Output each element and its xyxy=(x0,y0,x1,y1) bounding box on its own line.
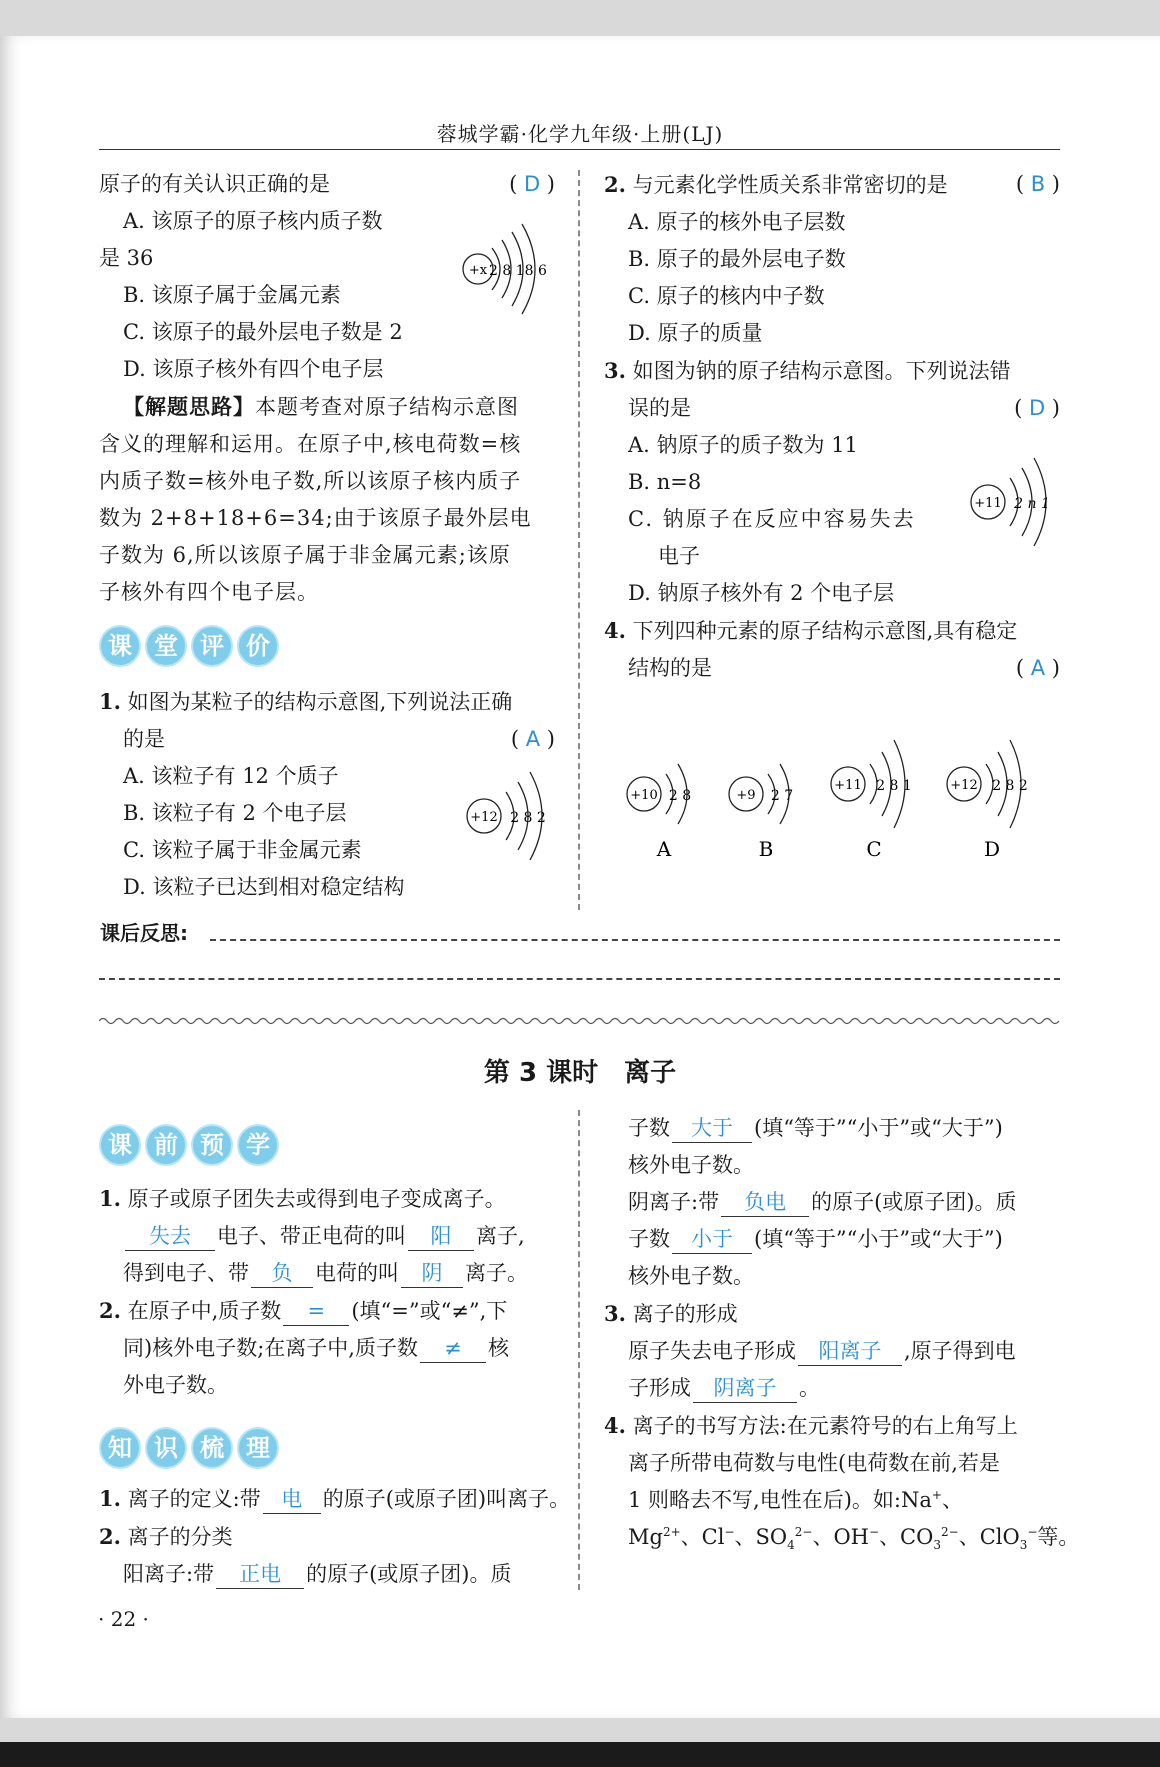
q3-line xyxy=(604,352,1060,390)
analysis-line-4: 数为 2+8+18+6=34;由于该原子最外层电 xyxy=(99,506,532,530)
shell-electrons: 2 n 1 xyxy=(1014,496,1050,512)
answer-paren: ( A ) xyxy=(1015,656,1060,680)
question-text: 的原子(或原子团)。质 xyxy=(306,1562,512,1586)
question-text: 的是 xyxy=(123,727,165,751)
pv-q1-line3 xyxy=(99,1255,559,1292)
badge-char: 课 xyxy=(99,625,141,667)
question-text: 在原子中,质子数 xyxy=(127,1299,282,1323)
question-text: 的原子(或原子团)叫离子。 xyxy=(322,1487,571,1511)
fill-blank[interactable]: 大于 xyxy=(672,1114,752,1143)
atom-diagram-na xyxy=(962,448,1062,556)
diagram-a xyxy=(627,764,691,861)
nucleus-label: +11 xyxy=(834,778,862,793)
pv-q2-line1 xyxy=(99,1292,559,1330)
q3-line2 xyxy=(604,390,1060,427)
nucleus-label: +12 xyxy=(470,810,498,825)
rb-line-4 xyxy=(604,1221,1064,1258)
ion-symbol: 、Cl xyxy=(680,1525,725,1549)
option-a: A. 钠原子的质子数为 11 xyxy=(628,433,858,457)
badge-char: 课 xyxy=(99,1124,141,1166)
option-b: B. 原子的最外层电子数 xyxy=(628,247,846,271)
wavy-divider xyxy=(99,1016,1060,1026)
question-number: 4. xyxy=(604,1413,626,1438)
pv-q2-line3: 外电子数。 xyxy=(123,1373,228,1397)
reflection-line-1[interactable] xyxy=(210,939,1060,941)
answer-value: A xyxy=(1030,656,1046,680)
diagram-label: B xyxy=(758,837,774,861)
lesson-title: 第 3 课时 离子 xyxy=(483,1058,677,1088)
question-text: 得到电子、带 xyxy=(123,1261,249,1285)
badge-char: 前 xyxy=(145,1124,187,1166)
fill-blank[interactable]: 失去 xyxy=(125,1222,215,1251)
question-text: 核 xyxy=(487,1336,509,1360)
fill-blank[interactable]: ≠ xyxy=(420,1334,486,1363)
option-c: C. 该粒子属于非金属元素 xyxy=(123,838,362,862)
option-d: D. 原子的质量 xyxy=(628,321,763,345)
nucleus-label: +12 xyxy=(950,778,978,793)
rb-k4-line2: 离子所带电荷数与电性(电荷数在前,若是 xyxy=(628,1451,1000,1475)
badge-char: 堂 xyxy=(145,625,187,667)
answer-value: B xyxy=(1030,172,1046,196)
charge-sup: 2+ xyxy=(662,1525,681,1539)
reflection-line-2[interactable] xyxy=(99,978,1060,980)
question-text: 下列四种元素的原子结构示意图,具有稳定 xyxy=(632,619,1018,643)
ce-q1-line xyxy=(99,683,555,721)
right-top-column xyxy=(604,166,1060,687)
ion-symbol: 、OH xyxy=(812,1525,869,1549)
badge-char: 评 xyxy=(191,625,233,667)
fill-blank[interactable]: 负 xyxy=(251,1259,313,1288)
shell-electrons: 2 7 xyxy=(770,788,794,804)
diagram-label: C xyxy=(866,837,882,861)
subscript: 3 xyxy=(1019,1538,1028,1553)
subscript: 4 xyxy=(787,1538,795,1553)
rb-line-3 xyxy=(604,1184,1064,1221)
question-number: 3. xyxy=(604,358,626,383)
question-number: 4. xyxy=(604,618,626,643)
question-text: 子数 xyxy=(628,1116,670,1140)
charge-sup: 2− xyxy=(941,1525,959,1539)
option-b: B. 该原子属于金属元素 xyxy=(123,283,341,307)
badge-char: 理 xyxy=(237,1427,279,1469)
question-text: (填“=”或“≠”,下 xyxy=(351,1299,508,1323)
question-text: 同)核外电子数;在离子中,质子数 xyxy=(123,1336,418,1360)
diagram-label: A xyxy=(656,837,672,861)
option-c: C. 该原子的最外层电子数是 2 xyxy=(123,320,403,344)
question-text: 原子失去电子形成 xyxy=(628,1339,796,1363)
atom-diagram-x xyxy=(458,204,558,320)
ion-symbol: 、CO xyxy=(879,1525,934,1549)
charge-sup: − xyxy=(1027,1525,1038,1539)
option-d: D. 该粒子已达到相对稳定结构 xyxy=(123,875,405,899)
bottom-band xyxy=(0,1742,1160,1767)
question-text: 子数 xyxy=(628,1227,670,1251)
rb-k4-line1 xyxy=(604,1407,1064,1445)
question-text: 离子的形成 xyxy=(632,1302,738,1326)
question-text: 如图为钠的原子结构示意图。下列说法错 xyxy=(632,359,1011,383)
question-text: ,原子得到电 xyxy=(904,1339,1016,1363)
subscript: 3 xyxy=(933,1538,941,1553)
pv-q1-line1 xyxy=(99,1180,559,1218)
question-text: 1 则略去不写,电性在后)。如:Na xyxy=(628,1488,932,1512)
question-text: 离子的书写方法:在元素符号的右上角写上 xyxy=(632,1414,1018,1438)
option-a: A. 该粒子有 12 个质子 xyxy=(123,764,339,788)
q-intro-line xyxy=(99,166,555,203)
rb-line-2: 核外电子数。 xyxy=(628,1153,754,1177)
rb-line-1 xyxy=(604,1110,1064,1147)
fill-blank[interactable]: 阴 xyxy=(401,1259,463,1288)
question-number: 1. xyxy=(99,1186,121,1211)
diagram-c xyxy=(831,740,912,861)
option-a: A. 原子的核外电子层数 xyxy=(628,210,846,234)
option-b: B. 该粒子有 2 个电子层 xyxy=(123,801,347,825)
analysis-line-1 xyxy=(99,388,555,426)
badge-char: 知 xyxy=(99,1427,141,1469)
option-d: D. 钠原子核外有 2 个电子层 xyxy=(628,581,895,605)
question-text: 与元素化学性质关系非常密切的是 xyxy=(632,173,948,197)
question-text: 的原子(或原子团)。质 xyxy=(811,1190,1017,1214)
nucleus-label: +11 xyxy=(974,496,1002,511)
question-text: 、 xyxy=(941,1488,963,1512)
rb-k3-line1 xyxy=(604,1295,1064,1333)
page-number: · 22 · xyxy=(98,1607,149,1631)
badge-char: 梳 xyxy=(191,1427,233,1469)
question-text: 结构的是 xyxy=(628,656,712,680)
atom-diagram-12 xyxy=(460,762,560,870)
answer-paren: ( B ) xyxy=(1015,172,1060,196)
option-a-cont: 是 36 xyxy=(99,246,154,270)
shell-electrons: 2 8 1 xyxy=(876,778,912,794)
badge-preview xyxy=(99,1124,279,1166)
rb-k4-line4 xyxy=(604,1519,1080,1556)
running-header: 蓉城学霸·化学九年级·上册(LJ) xyxy=(436,122,724,146)
badge-char: 预 xyxy=(191,1124,233,1166)
pv-q2-line2 xyxy=(99,1330,559,1367)
rb-k3-line3 xyxy=(604,1370,1064,1407)
question-text: (填“等于”“小于”或“大于”) xyxy=(754,1116,1003,1140)
answer-value: D xyxy=(1028,396,1046,420)
option-d: D. 该原子核外有四个电子层 xyxy=(123,357,384,381)
shell-electrons: 2 8 2 xyxy=(992,778,1028,794)
diagram-d xyxy=(947,740,1028,861)
option-c-cont: 电子 xyxy=(658,544,700,568)
answer-paren: ( D ) xyxy=(1014,396,1060,420)
answer-paren: ( D ) xyxy=(509,172,555,196)
fill-blank[interactable]: 阳离子 xyxy=(798,1337,902,1366)
question-text: 。 xyxy=(799,1376,820,1400)
rb-k3-line2 xyxy=(604,1333,1064,1370)
charge-sup: − xyxy=(724,1525,735,1539)
shell-electrons: 2 8 2 xyxy=(510,810,546,826)
fill-blank[interactable]: 电 xyxy=(263,1485,321,1514)
analysis-line-3: 内质子数=核外电子数,所以该原子核内质子 xyxy=(99,469,522,493)
ion-symbol: Mg xyxy=(628,1525,663,1549)
option-c: C. 原子的核内中子数 xyxy=(628,284,825,308)
option-c: C. 钠原子在反应中容易失去 xyxy=(628,507,916,531)
analysis-text: 本题考查对原子结构示意图 xyxy=(255,395,519,419)
rb-line-5: 核外电子数。 xyxy=(628,1264,754,1288)
ion-symbol: 、ClO xyxy=(958,1525,1020,1549)
rb-k4-line3 xyxy=(604,1482,1064,1519)
diagram-b xyxy=(729,764,793,861)
pv-q1-line2 xyxy=(99,1218,559,1255)
fill-blank[interactable]: 阴离子 xyxy=(693,1374,797,1403)
fill-blank[interactable]: 正电 xyxy=(216,1560,304,1589)
badge-char: 学 xyxy=(237,1124,279,1166)
kn-2-line2 xyxy=(99,1556,569,1593)
analysis-line-2: 含义的理解和运用。在原子中,核电荷数=核 xyxy=(99,432,522,456)
q4-line xyxy=(604,612,1060,650)
preview-column xyxy=(99,1180,559,1404)
question-text: 电荷的叫 xyxy=(315,1261,399,1285)
right-bottom-column xyxy=(604,1110,1080,1556)
kn-2-line xyxy=(99,1518,569,1556)
fill-blank[interactable]: 负电 xyxy=(721,1188,809,1217)
q2-line xyxy=(604,166,1060,204)
charge-sup: + xyxy=(931,1488,942,1502)
answer-value: D xyxy=(523,172,541,196)
question-text: 离子的分类 xyxy=(127,1525,233,1549)
answer-value: A xyxy=(525,727,541,751)
question-number: 2. xyxy=(99,1524,121,1549)
question-number: 1. xyxy=(99,1486,121,1511)
analysis-label: 【解题思路】 xyxy=(123,394,255,419)
question-number: 2. xyxy=(604,172,626,197)
question-number: 2. xyxy=(99,1298,121,1323)
question-text: 等。 xyxy=(1037,1525,1080,1549)
question-text: 离子。 xyxy=(465,1261,528,1285)
badge-char: 识 xyxy=(145,1427,187,1469)
question-number: 1. xyxy=(99,689,121,714)
nucleus-label: +10 xyxy=(630,788,658,803)
q4-diagrams xyxy=(620,728,1050,868)
badge-class-eval xyxy=(99,625,279,667)
fill-blank[interactable]: = xyxy=(283,1297,349,1326)
question-text: 阴离子:带 xyxy=(628,1190,720,1214)
question-text: 如图为某粒子的结构示意图,下列说法正确 xyxy=(127,690,513,714)
q4-line2 xyxy=(604,650,1060,687)
nucleus-label: +9 xyxy=(736,788,756,803)
option-b: B. n=8 xyxy=(628,470,702,494)
question-text: 原子的有关认识正确的是 xyxy=(99,172,330,196)
analysis-line-6: 子核外有四个电子层。 xyxy=(99,580,319,604)
question-text: 离子的定义:带 xyxy=(127,1487,261,1511)
header-rule xyxy=(99,149,1060,150)
question-text: (填“等于”“小于”或“大于”) xyxy=(754,1227,1003,1251)
diagram-label: D xyxy=(983,837,1001,861)
kn-1-line xyxy=(99,1480,569,1518)
nucleus-label: +x xyxy=(468,263,488,278)
column-divider-bottom xyxy=(578,1110,580,1590)
shell-electrons: 2 8 18 6 xyxy=(489,263,547,279)
option-a: A. 该原子的原子核内质子数 xyxy=(123,209,383,233)
question-text: 离子, xyxy=(476,1224,525,1248)
analysis-line-5: 子数为 6,所以该原子属于非金属元素;该原 xyxy=(99,543,511,567)
fill-blank[interactable]: 小于 xyxy=(672,1225,752,1254)
knowledge-column xyxy=(99,1480,569,1593)
question-text: 原子或原子团失去或得到电子变成离子。 xyxy=(127,1187,506,1211)
reflection-label: 课后反思: xyxy=(100,921,188,945)
fill-blank[interactable]: 阳 xyxy=(408,1222,474,1251)
answer-paren: ( A ) xyxy=(510,727,555,751)
column-divider-top xyxy=(578,170,580,910)
charge-sup: 2− xyxy=(794,1525,813,1539)
question-text: 阳离子:带 xyxy=(123,1562,215,1586)
ion-symbol: 、SO xyxy=(734,1525,788,1549)
question-number: 3. xyxy=(604,1301,626,1326)
charge-sup: − xyxy=(869,1525,880,1539)
shell-electrons: 2 8 xyxy=(668,788,692,804)
badge-knowledge xyxy=(99,1427,279,1469)
question-text: 电子、带正电荷的叫 xyxy=(217,1224,406,1248)
question-text: 误的是 xyxy=(628,396,691,420)
badge-char: 价 xyxy=(237,625,279,667)
ce-q1-line2 xyxy=(99,721,555,758)
question-text: 子形成 xyxy=(628,1376,691,1400)
